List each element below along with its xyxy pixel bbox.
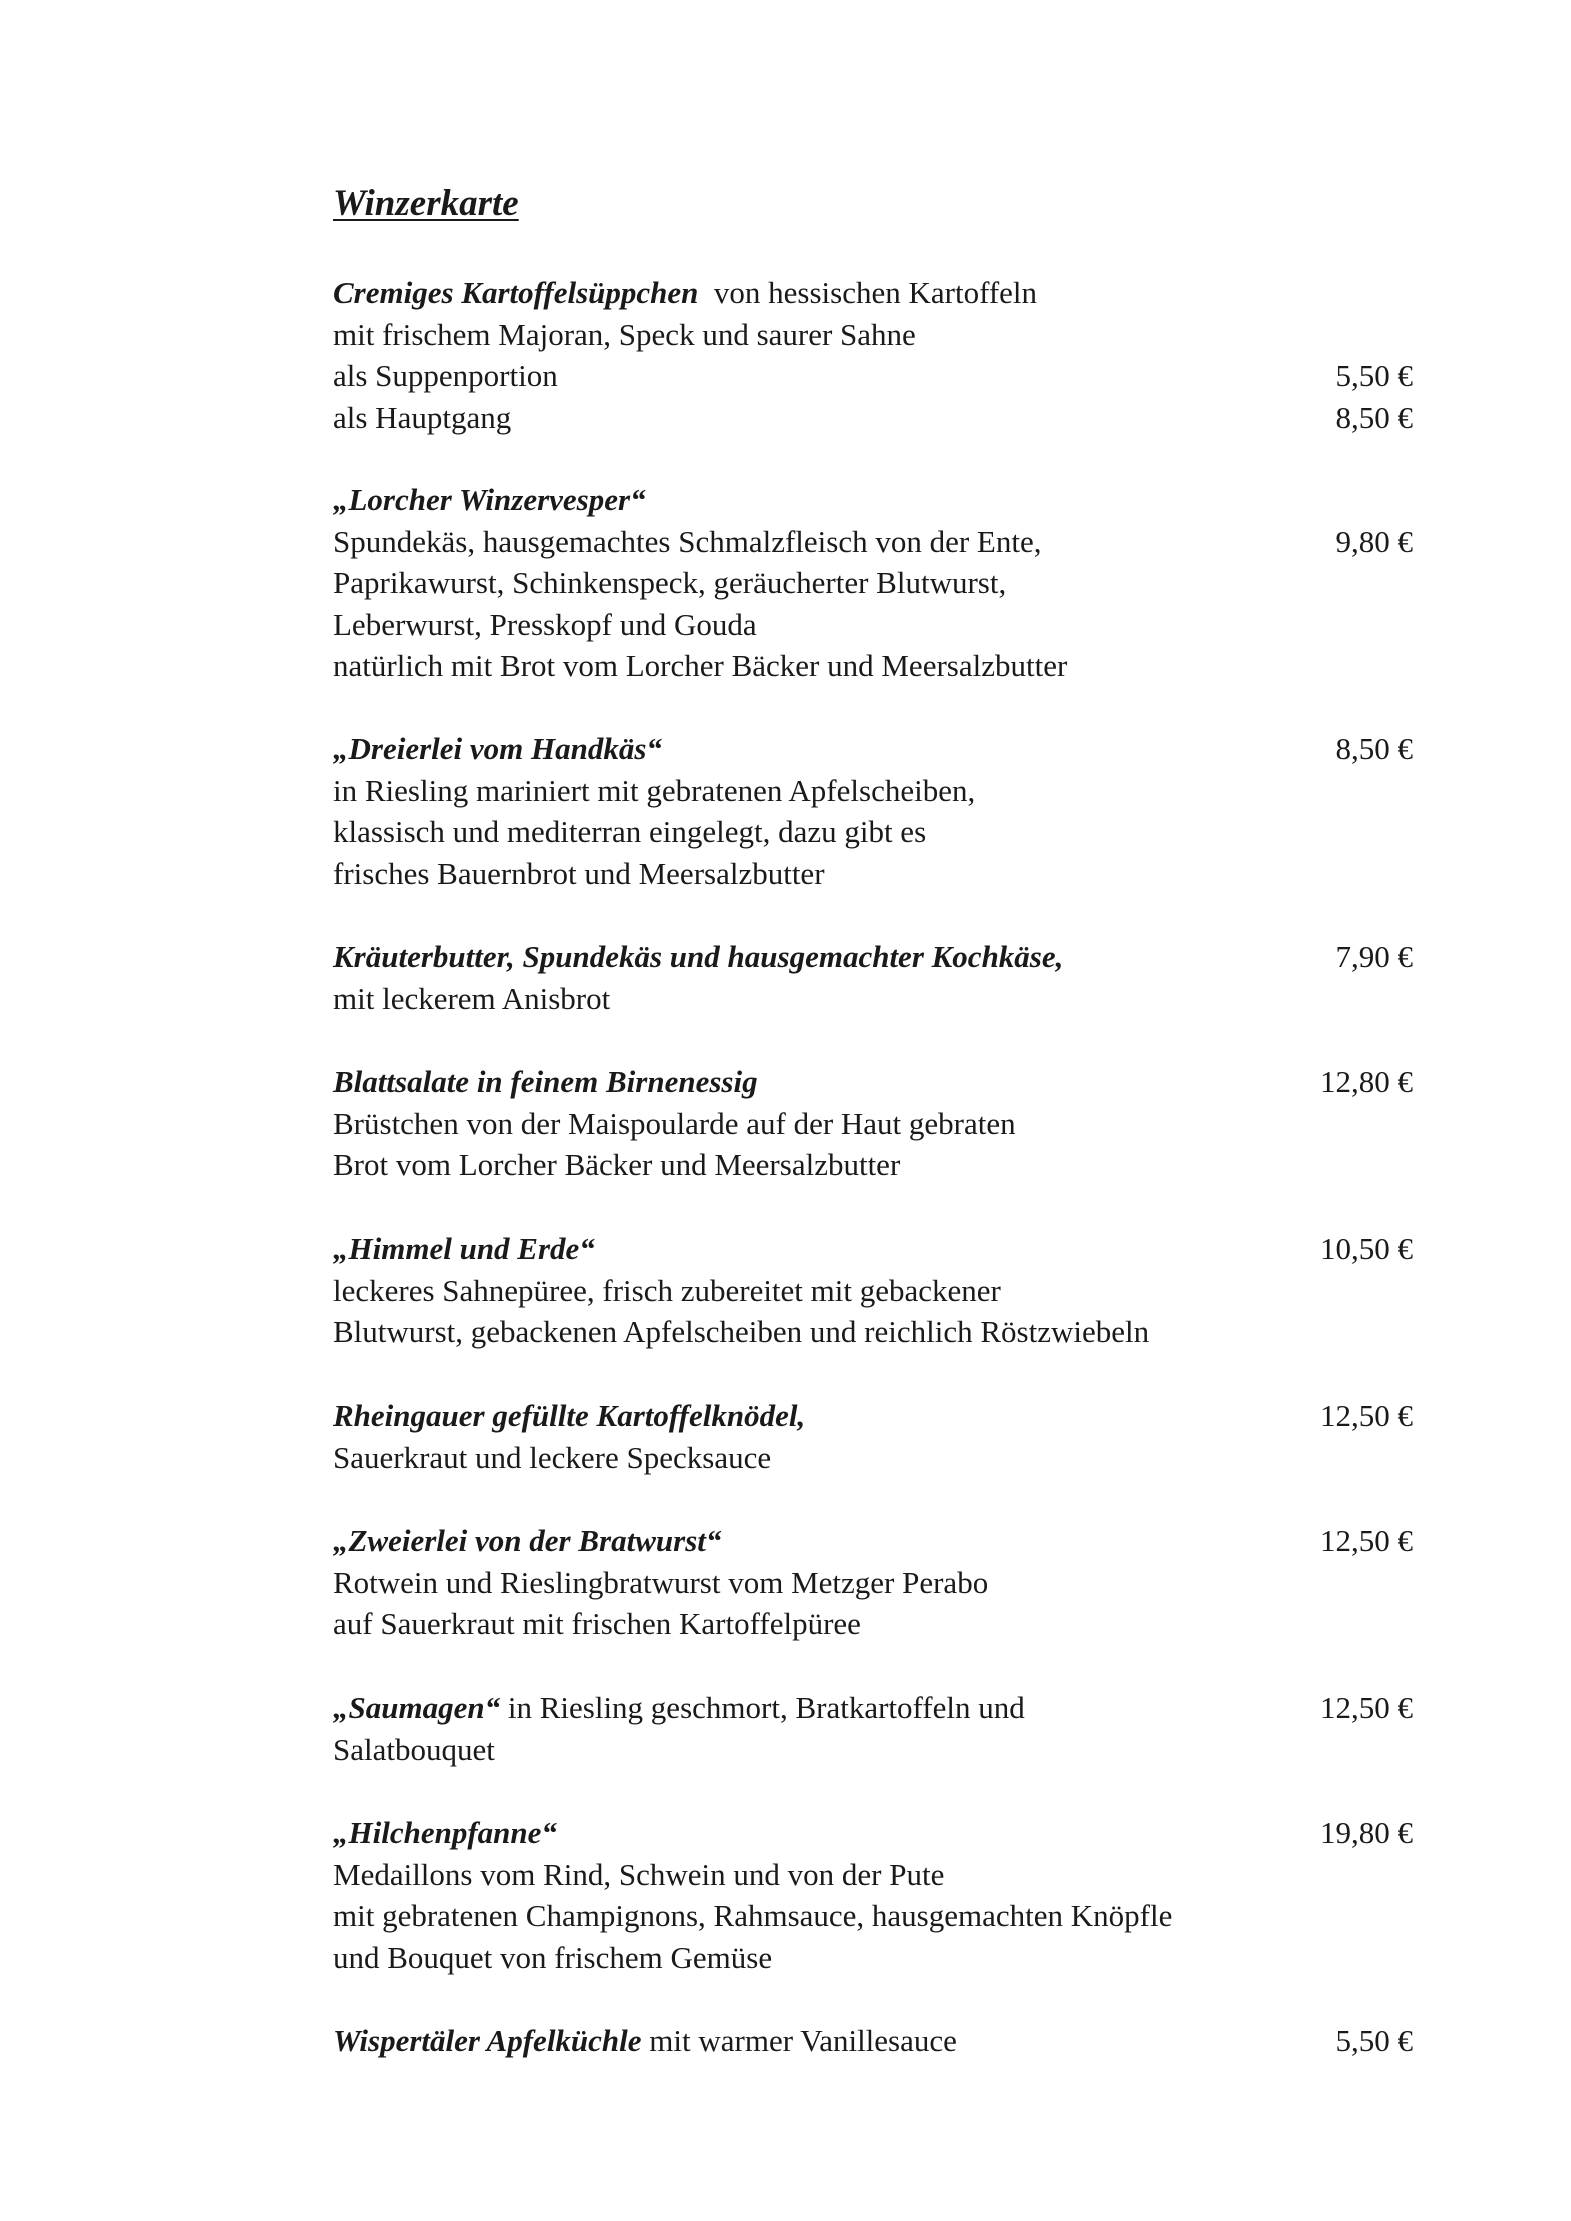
menu-item-description-line: Salatbouquet (333, 1731, 495, 1767)
menu-item-price: 9,80 € (1335, 523, 1413, 559)
menu-item-apfelkuechle (333, 2020, 1413, 2062)
menu-item-description-line: in Riesling mariniert mit gebratenen Apfelscheiben, (333, 772, 976, 808)
menu-item-description-line: leckeres Sahnepüree, frisch zubereitet mit gebackener (333, 1272, 1001, 1308)
menu-item-name: „Dreierlei vom Handkäs“ (333, 731, 662, 766)
menu-item-name: Kräuterbutter, Spundekäs und hausgemachter Kochkäse, (333, 939, 1064, 974)
menu-item-blattsalate (333, 1061, 1413, 1186)
menu-item-kartoffelsueppchen (333, 272, 1413, 438)
menu-item-description-line: natürlich mit Brot vom Lorcher Bäcker und Meersalzbutter (333, 648, 1068, 683)
menu-item-himmel-und-erde (333, 1228, 1413, 1353)
menu-item-price: 10,50 € (1320, 1231, 1413, 1266)
menu-item-kraeuterbutter (333, 936, 1413, 1019)
menu-item-name-suffix: in Riesling geschmort, Bratkartoffeln und (500, 1690, 1025, 1725)
menu-item-heading (333, 479, 1413, 521)
menu-item-price: 12,50 € (1320, 1523, 1413, 1558)
menu-item-heading (333, 1520, 1413, 1562)
menu-item-heading (333, 1812, 1413, 1854)
menu-item-heading (333, 1061, 1413, 1103)
menu-item-description-line: Rotwein und Rieslingbratwurst vom Metzger Perabo (333, 1564, 989, 1600)
menu-item-bratwurst (333, 1520, 1413, 1645)
menu-item-description-line: auf Sauerkraut mit frischen Kartoffelpüree (333, 1606, 861, 1641)
menu-item-price: 12,80 € (1320, 1064, 1413, 1099)
menu-item-name: Wispertäler Apfelküchle (333, 2023, 642, 2058)
menu-item-heading (333, 272, 1413, 314)
menu-item-description-line: Leberwurst, Presskopf und Gouda (333, 606, 757, 642)
menu-item-name-suffix: von hessischen Kartoffeln (698, 275, 1038, 310)
menu-item-description-line: klassisch und mediterran eingelegt, dazu gibt es (333, 814, 927, 849)
menu-item-description-line: Blutwurst, gebackenen Apfelscheiben und reichlich Röstzwiebeln (333, 1314, 1150, 1349)
menu-item-name: „Lorcher Winzervesper“ (333, 482, 646, 517)
menu-item-price: 19,80 € (1320, 1815, 1413, 1850)
menu-item-price: 7,90 € (1335, 939, 1413, 974)
menu-item-name: Cremiges Kartoffelsüppchen (333, 275, 699, 310)
menu-item-description-line: frisches Bauernbrot und Meersalzbutter (333, 855, 825, 891)
menu-item-heading (333, 2020, 1413, 2062)
menu-item-name: „Himmel und Erde“ (333, 1231, 595, 1266)
page-title: Winzerkarte (333, 183, 519, 224)
menu-item-kartoffelknoedel (333, 1395, 1413, 1478)
menu-item-heading (333, 1228, 1413, 1270)
menu-item-description-line: mit gebratenen Champignons, Rahmsauce, hausgemachten Knöpfle (333, 1898, 1173, 1933)
menu-item-price: 12,50 € (1320, 1398, 1413, 1433)
menu-item-description-line: mit leckerem Anisbrot (333, 980, 611, 1016)
menu-item-price: 8,50 € (1335, 731, 1413, 766)
menu-item-description-line: Brot vom Lorcher Bäcker und Meersalzbutter (333, 1147, 901, 1182)
menu-item-variant (333, 397, 1413, 439)
menu-item-heading (333, 1395, 1413, 1437)
menu-item-winzervesper (333, 479, 1413, 687)
menu-item-price: 12,50 € (1320, 1690, 1413, 1725)
variant-price: 8,50 € (1335, 399, 1413, 435)
menu-item-price: 5,50 € (1335, 2023, 1413, 2058)
menu-item-description-line: mit frischem Majoran, Speck und saurer Sahne (333, 316, 916, 352)
variant-price: 5,50 € (1335, 358, 1413, 393)
menu-item-description-line: Sauerkraut und leckere Specksauce (333, 1439, 772, 1475)
description-text: Spundekäs, hausgemachtes Schmalzfleisch von der Ente, (333, 523, 1042, 559)
menu-item-name: „Hilchenpfanne“ (333, 1815, 557, 1850)
menu-item-name: „Zweierlei von der Bratwurst“ (333, 1523, 722, 1558)
menu-item-description-line: Paprikawurst, Schinkenspeck, geräucherter Blutwurst, (333, 565, 1007, 600)
menu-item-variant (333, 355, 1413, 397)
menu-item-name-suffix: mit warmer Vanillesauce (641, 2023, 957, 2058)
variant-label: als Hauptgang (333, 399, 512, 435)
menu-item-hilchenpfanne (333, 1812, 1413, 1978)
menu-item-heading (333, 936, 1413, 978)
menu-item-handkaes (333, 728, 1413, 894)
menu-item-description-line (333, 521, 1413, 563)
menu-item-saumagen (333, 1687, 1413, 1770)
menu-item-name: Rheingauer gefüllte Kartoffelknödel, (333, 1398, 806, 1433)
menu-item-name: Blattsalate in feinem Birnenessig (333, 1064, 758, 1099)
menu-item-description-line: Medaillons vom Rind, Schwein und von der Pute (333, 1856, 945, 1892)
variant-label: als Suppenportion (333, 358, 558, 393)
menu-item-heading (333, 728, 1413, 770)
menu-item-heading (333, 1687, 1413, 1729)
menu-item-description-line: Brüstchen von der Maispoularde auf der Haut gebraten (333, 1105, 1016, 1141)
menu-item-description-line: und Bouquet von frischem Gemüse (333, 1939, 773, 1975)
menu-item-name: „Saumagen“ (333, 1690, 501, 1725)
